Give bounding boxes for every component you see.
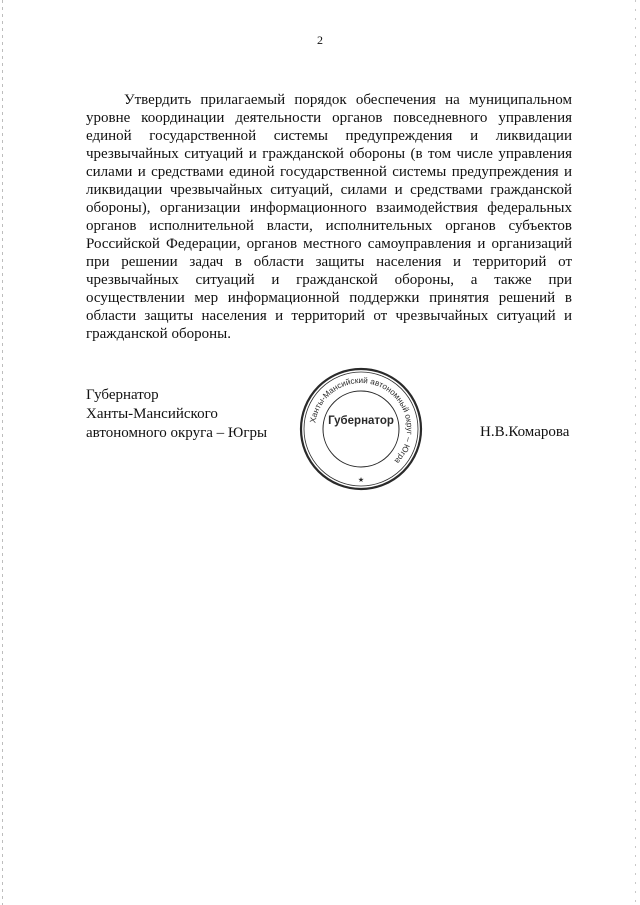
- signatory-title-line-3: автономного округа – Югры: [86, 425, 268, 441]
- scan-edge-right: [635, 0, 636, 905]
- resolution-paragraph: Утвердить прилагаемый порядок обеспечения на муниципальном уровне координации деятельности органов повседневного управления единой государственной системы предупреждения и ликвидации чрезвычайных ситуаций и гражданской обороны (в том числе управления силами и средствами единой государственной системы предупреждения и ликвидации чрезвычайных ситуаций, силами и средствами гражданской обороны), организации информационного взаимодействия федеральных органов исполнительной власти, исполнительных органов субъектов Российской Федерации, органов местного самоуправления и организаций при решении задач в области защиты населения и территорий от чрезвычайных ситуаций и гражданской обороны, а также при осуществлении мер информационной поддержки принятия решений в области защиты населения и территорий от чрезвычайных ситуаций и гражданской обороны.: [86, 92, 572, 342]
- page-number: 2: [317, 33, 323, 47]
- signatory-name: Н.В.Комарова: [480, 424, 570, 440]
- scan-edge-left: [2, 0, 3, 905]
- signatory-title-line-1: Губернатор: [86, 387, 159, 403]
- seal-outer-ring-inner: [304, 372, 418, 486]
- seal-center-text: Губернатор: [328, 415, 394, 427]
- signatory-title: [86, 386, 267, 443]
- seal-graphic: [296, 364, 426, 494]
- seal-ring-text: Ханты-Мансийский автономный округ – Югра: [308, 375, 415, 466]
- seal-star-icon: ★: [357, 476, 365, 484]
- signatory-title-line-2: Ханты-Мансийского: [86, 406, 218, 422]
- seal-inner-ring: [323, 391, 399, 467]
- seal-outer-ring: [301, 369, 421, 489]
- governor-seal-stamp: [296, 364, 426, 494]
